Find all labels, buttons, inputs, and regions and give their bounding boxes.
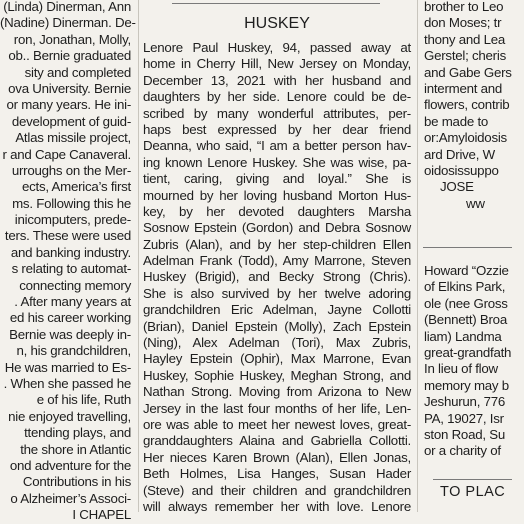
text-line: key, by her devoted daughters Marsha [143,203,411,219]
text-line: home in Cherry Hill, New Jersey on Monday, [143,56,411,72]
text-line: urroughs on the Mer- [11,162,131,178]
text-line: Hayley Epstein (Ophir), Max Marrone, Evan [143,351,411,367]
text-line: inicomputers, prede- [14,212,131,228]
text-line: Zubris (Alan), and by her step-children Ellen [143,236,411,252]
text-line: development of guid- [11,113,131,129]
section-rule [172,3,380,4]
text-line: be made to [424,113,489,129]
text-line: Sosnow Epstein (Gordon) and Debra Sosnow [143,220,411,236]
text-line: December 13, 2021 with her husband and [143,72,411,88]
text-line: I CHAPEL [72,507,131,523]
text-line: granddaughters Alaina and Gabriella Collotti. [143,433,411,449]
text-line: Her nieces Karen Brown (Alan), Ellen Jonas, [143,449,411,465]
text-line: the shore in Atlantic [20,441,131,457]
text-line: . When she passed he [3,375,131,391]
text-line: Nathan Strong. Moving from Arizona to New [143,384,411,400]
text-line: ard Drive, W [424,146,495,162]
right-obituary-column-top [424,0,524,212]
text-line: scribed by many wonderful attributes, per- [143,105,411,121]
text-line: ms. Following this he [12,195,131,211]
text-line: s relating to automat- [11,261,131,277]
text-line: Adelman Frank (Todd), Amy Marrone, Steven [143,253,411,269]
text-line: ters. These were used [4,228,131,244]
text-line: sity and completed [24,64,131,80]
obituary-url: ww [466,195,485,211]
obituary-heading: HUSKEY [244,15,310,32]
text-line: Jersey in the last four months of her life, Len- [143,400,411,416]
text-line: ond adventure for the [9,457,131,473]
text-line: (Brian), Daniel Epstein (Molly), Zach Epstein [143,318,411,334]
text-line: In lieu of flow [424,361,498,377]
obituary-body [424,0,524,179]
text-line: great-grandfath [424,344,512,360]
text-line: (Bennett) Broa [424,312,507,328]
text-line: mourned by her loving husband Morton Hus- [143,187,411,203]
text-line: He was married to Es- [4,359,131,375]
text-line: Contributions in his [22,474,131,490]
text-line: grandchildren Eric Adelman, Jayne Collotti [143,302,411,318]
text-line: Bernie was deeply in- [9,326,131,342]
text-line: of Elkins Park, [424,279,506,295]
text-line: Jeshurun, 776 [424,394,506,410]
text-line: (Steve) and their children and grandchildren [143,482,411,498]
text-line: ing known Lenore Huskey. She was wise, pa- [143,154,411,170]
left-obituary-column [0,0,136,524]
text-line: or:Amyloidosis [424,130,507,146]
text-line: (Linda) Dinerman, Ann [3,0,131,14]
text-line: n, his grandchildren, [16,343,131,359]
text-line: e of his life, Ruth [36,392,131,408]
text-line: memory may b [424,377,509,393]
section-rule [433,479,512,480]
text-line: Howard “Ozzie [424,263,509,278]
text-line: ron, Jonathan, Molly, [13,31,131,47]
text-line: nie enjoyed travelling, [8,408,131,424]
text-line: (Ning), Alex Adelman (Tori), Max Zubris, [143,335,411,351]
text-line: or a charity of [424,443,501,459]
text-line: Lenore Paul Huskey, 94, passed away at [143,40,411,55]
text-line: thony and Lea [424,31,506,47]
text-line: liam) Landma [424,328,502,344]
text-line: ore was able to meet her newest loves, great- [143,416,411,432]
text-line: (Nadine) Dinerman. De- [0,15,136,31]
text-line: Huskey (Brigid), and Becky Strong (Chris). [143,269,411,285]
column-divider [138,0,139,512]
text-line: daughters by her side. Lenore could be de- [143,89,411,105]
text-line: ston Road, Su [424,426,506,442]
text-line: ole (nee Gross [424,295,508,311]
text-line: She is also survived by her twelve adoring [143,285,411,301]
text-line: Gerstel; cheris [424,48,506,64]
text-line: brother to Leo [424,0,504,14]
huskey-obituary [143,14,411,515]
text-line: interment and [424,80,503,96]
text-line: Deanna, who said, “I am a better person hav- [143,138,411,154]
text-line: will always remember her with love. Lenore [143,498,411,514]
text-line: don Moses; tr [424,15,502,31]
text-line: haps best expressed by her dear friend [143,121,411,137]
text-line: ed his career working [9,310,131,326]
text-line: Atlas missile project, [15,130,131,146]
text-line: and Gabe Gers [424,64,512,80]
text-line: ob.. Bernie graduated [8,48,131,64]
text-line: Huskey, Sophie Huskey, Meghan Strong, and [143,367,411,383]
text-line: o Alzheimer’s Associ- [10,490,131,506]
column-divider [417,0,418,512]
text-line: r and Cape Canaveral. [2,146,131,162]
right-obituary-column-bottom [424,263,524,460]
text-line: oidosissuppo [424,162,499,178]
text-line: ttending plays, and [24,425,131,441]
place-ad-heading: TO PLAC [440,484,506,500]
text-line: flowers, contrib [424,97,510,113]
text-line: connecting memory [19,277,131,293]
text-line: or many years. He ini- [6,97,131,113]
text-line: tient, caring, giving and loyal.” She is [143,171,411,187]
text-line: ova University. Bernie [8,80,131,96]
obituary-signature: JOSE [440,179,474,195]
obituary-body [143,40,411,515]
text-line: and banking industry. [10,244,131,260]
text-line: Beth Holmes, Lisa Hanges, Susan Hader [143,466,411,482]
section-rule [423,247,512,248]
text-line: . After many years at [14,294,131,310]
text-line: ects, America’s first [21,179,131,195]
text-line: PA, 19027, Isr [424,410,504,426]
